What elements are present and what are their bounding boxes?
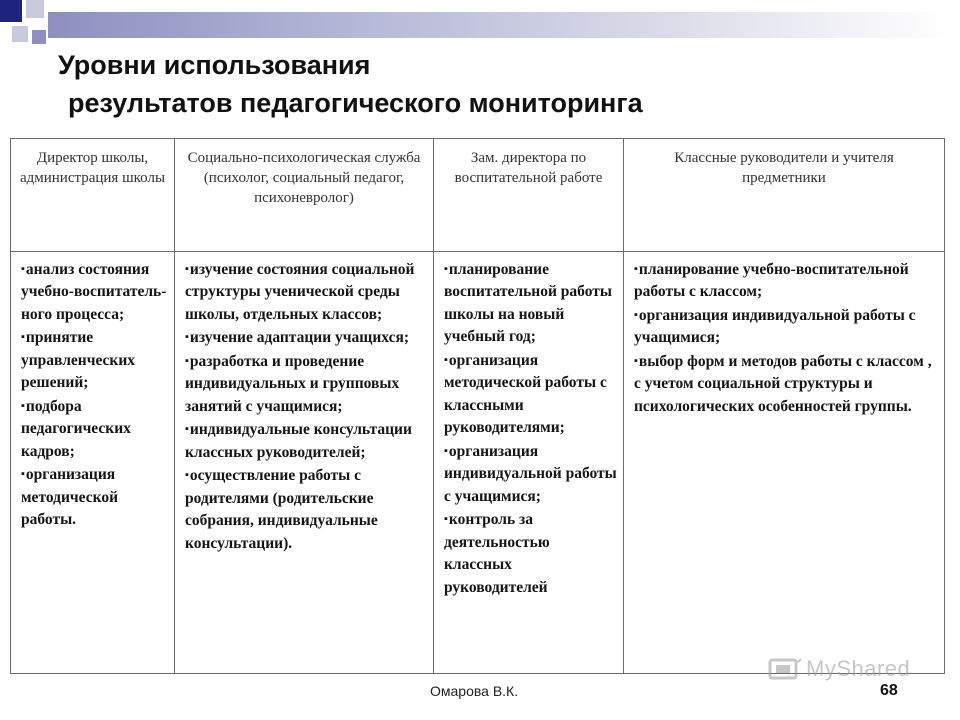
- slide-title-line2: результатов педагогического мониторинга: [68, 88, 643, 118]
- list-item: ▪подбора педагогических кадров;: [21, 397, 131, 460]
- list-item: ▪анализ состояния учебно-воспитатель-ного процесса;: [21, 260, 167, 323]
- list-item: ▪разработка и проведение индивидуальных и групповых занятий с учащимися;: [185, 352, 400, 415]
- bullet-icon: ▪: [634, 308, 638, 321]
- table-body-row: [11, 251, 945, 673]
- bullet-icon: ▪: [185, 354, 189, 367]
- bullet-icon: ▪: [21, 399, 25, 412]
- body-cell: [434, 251, 624, 673]
- footer-author: Омарова В.К.: [430, 683, 519, 699]
- header-cell: Директор школы, администрация школы: [11, 139, 175, 252]
- list-item: ▪индивидуальные консультации классных руководителей;: [185, 421, 412, 461]
- bullet-icon: ▪: [444, 513, 448, 526]
- bullet-icon: ▪: [185, 469, 189, 482]
- body-cell: [11, 251, 175, 673]
- list-item: ▪контроль за деятельностью классных руководителей: [444, 511, 550, 596]
- list-item: ▪выбор форм и методов работы с классом , с учетом социальной структуры и психологических особенностей группы.: [634, 352, 932, 415]
- list-item: ▪принятие управленческих решений;: [21, 329, 136, 392]
- slide-title: [58, 46, 918, 122]
- bullet-icon: ▪: [634, 262, 638, 275]
- slide-title-line1: Уровни использования: [58, 50, 371, 80]
- list-item: ▪организация методической работы.: [21, 466, 119, 529]
- bullet-icon: ▪: [444, 353, 448, 366]
- bullet-icon: ▪: [21, 262, 25, 275]
- header-cell: Социально-психологическая служба (психолог, социальный педагог, психоневролог): [175, 139, 434, 252]
- bullet-icon: ▪: [444, 262, 448, 275]
- bullet-list: [434, 252, 623, 600]
- header-cell: Классные руководители и учителя предметники: [624, 139, 945, 252]
- list-item: ▪планирование воспитательной работы школы на новый учебный год;: [444, 260, 612, 346]
- list-item: ▪изучение адаптации учащихся;: [185, 329, 410, 347]
- body-cell: [624, 251, 945, 673]
- list-item: ▪организация индивидуальной работы с учащимися;: [444, 442, 617, 505]
- bullet-icon: ▪: [21, 468, 25, 481]
- bullet-icon: ▪: [185, 331, 189, 344]
- bullet-icon: ▪: [185, 423, 189, 436]
- list-item: ▪осуществление работы с родителями (родительские собрания, индивидуальные консультации).: [185, 467, 378, 552]
- watermark-text: MyShared: [806, 656, 911, 681]
- list-item: ▪изучение состояния социальной структуры ученической среды школы, отдельных классов;: [185, 260, 415, 323]
- header-cell: Зам. директора по воспитательной работе: [434, 139, 624, 252]
- bullet-list: [11, 252, 174, 532]
- body-cell: [175, 251, 434, 673]
- page-number: 68: [880, 682, 898, 699]
- decoration-square: [26, 0, 44, 18]
- table-header-row: [11, 139, 945, 252]
- myshared-logo-icon: [768, 656, 802, 682]
- bullet-icon: ▪: [21, 331, 25, 344]
- header-decoration-bar: [48, 12, 948, 38]
- bullet-icon: ▪: [185, 262, 189, 275]
- watermark: [768, 656, 910, 682]
- list-item: ▪организация индивидуальной работы с учащимися;: [634, 306, 916, 347]
- bullet-icon: ▪: [634, 354, 638, 367]
- list-item: ▪планирование учебно-воспитательной работы с классом;: [634, 260, 909, 301]
- list-item: ▪организация методической работы с классными руководителями;: [444, 351, 607, 437]
- bullet-list: [624, 252, 944, 419]
- bullet-list: [175, 252, 433, 556]
- bullet-icon: ▪: [444, 444, 448, 457]
- decoration-square: [32, 30, 46, 44]
- decoration-square: [12, 26, 28, 42]
- monitoring-levels-table: [10, 138, 945, 674]
- decoration-square: [0, 0, 22, 22]
